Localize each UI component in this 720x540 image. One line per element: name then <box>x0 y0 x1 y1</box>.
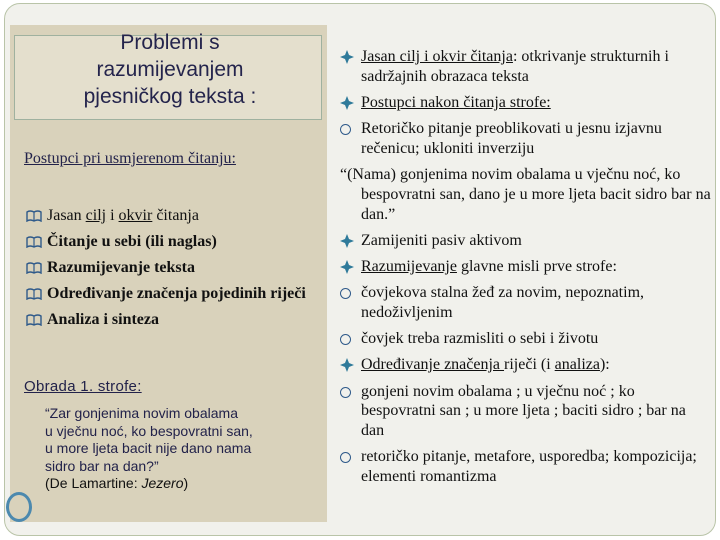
right-bullet-list <box>340 47 712 493</box>
list-item <box>340 165 712 224</box>
bullet-text: Analiza i sinteza <box>47 311 159 328</box>
bullet-text: čovjekova stalna žeđ za novim, nepoznatim, nedoživljenim <box>361 284 645 322</box>
bullet-text: i <box>106 207 119 224</box>
bullet-text: Zamijeniti pasiv aktivom <box>361 231 522 249</box>
bullet-text-underlined: Određivanje značenja <box>361 356 505 374</box>
bullet-text-underlined: Jasan cilj i okvir čitanja <box>361 48 513 65</box>
circle-bullet-icon <box>340 124 351 135</box>
diamond-bullet-icon <box>340 234 354 248</box>
poem-source <box>45 475 305 493</box>
circle-bullet-icon <box>340 452 351 463</box>
book-icon <box>26 236 42 248</box>
circle-bullet-icon <box>340 387 351 398</box>
bullet-text: riječi (i <box>504 356 555 374</box>
corner-ornament <box>6 492 32 522</box>
list-item <box>340 231 712 251</box>
diamond-bullet-icon <box>340 50 354 64</box>
bullet-text: Retoričko pitanje preoblikovati u jesnu izjavnu rečenicu; ukloniti inverziju <box>361 120 662 157</box>
bullet-text: retoričko pitanje, metafore, usporedba; kompozicija; elementi romantizma <box>361 448 697 486</box>
list-item <box>26 204 326 228</box>
list-item <box>340 257 712 277</box>
circle-bullet-icon <box>340 288 351 299</box>
obrada-heading: Obrada 1. strofe: <box>24 378 142 395</box>
list-item <box>340 382 712 441</box>
book-icon <box>26 262 42 274</box>
poem-line: u vječnu noć, ko bespovratni san, <box>45 422 253 439</box>
bullet-text: Razumijevanje teksta <box>47 259 195 276</box>
bullet-text-underlined: Postupci nakon čitanja strofe: <box>361 93 551 111</box>
bullet-text: gonjeni novim obalama ; u vječnu noć ; ko bespovratni san ; u more ljeta ; baciti sidro ; bar na dan <box>361 382 686 440</box>
list-item <box>26 282 326 306</box>
list-item <box>26 308 326 332</box>
poem-line: u more ljeta bacit nije dano nama <box>45 440 252 456</box>
diamond-bullet-icon <box>340 96 354 110</box>
poem-line: sidro bar na dan?” <box>45 457 159 474</box>
bullet-text: “(Nama) gonjenima novim obalama u vječnu noć, ko bespovratni san, dano je u more ljeta bacit sidro bar na dan.” <box>340 166 711 223</box>
list-item <box>340 329 712 349</box>
bullet-text: ): <box>599 356 610 374</box>
poem-source-title: Jezero <box>141 475 184 491</box>
book-icon <box>26 314 42 326</box>
list-item <box>340 93 712 113</box>
bullet-text: Određivanje značenja pojedinih riječi <box>47 285 306 302</box>
bullet-text-underlined: okvir <box>118 207 153 224</box>
bullet-text: čovjek treba razmisliti o sebi i životu <box>361 330 599 348</box>
poem-line: “Zar gonjenima novim obalama <box>45 405 238 421</box>
section-heading: Postupci pri usmjerenom čitanju: <box>24 150 236 167</box>
list-item <box>340 47 712 87</box>
book-icon <box>26 210 42 222</box>
list-item <box>340 355 712 375</box>
bullet-text: Jasan <box>47 207 86 224</box>
list-item <box>26 256 326 280</box>
bullet-text: glavne misli prve strofe: <box>456 258 617 276</box>
circle-bullet-icon <box>340 334 351 345</box>
bullet-text: Čitanje u sebi (ili naglas) <box>47 233 217 250</box>
list-item <box>340 119 712 159</box>
left-bullet-list <box>26 204 326 334</box>
bullet-text-underlined: analiza <box>554 356 600 374</box>
poem-source-prefix: (De Lamartine: <box>45 475 142 491</box>
bullet-text: čitanja <box>152 207 199 224</box>
list-item <box>340 283 712 323</box>
bullet-text-underlined: Razumijevanje <box>361 258 457 276</box>
poem-quote <box>45 405 305 493</box>
diamond-bullet-icon <box>340 358 354 372</box>
bullet-text-underlined: cilj <box>85 207 107 224</box>
page-title: Problemi s razumijevanjem pjesničkog teksta : <box>83 31 257 108</box>
book-icon <box>26 288 42 300</box>
diamond-bullet-icon <box>340 260 354 274</box>
list-item <box>340 447 712 487</box>
poem-source-suffix: ) <box>183 475 189 491</box>
list-item <box>26 230 326 254</box>
bullet-text: : otkrivanje strukturnih i sadržajnih obrazaca teksta <box>361 48 669 85</box>
